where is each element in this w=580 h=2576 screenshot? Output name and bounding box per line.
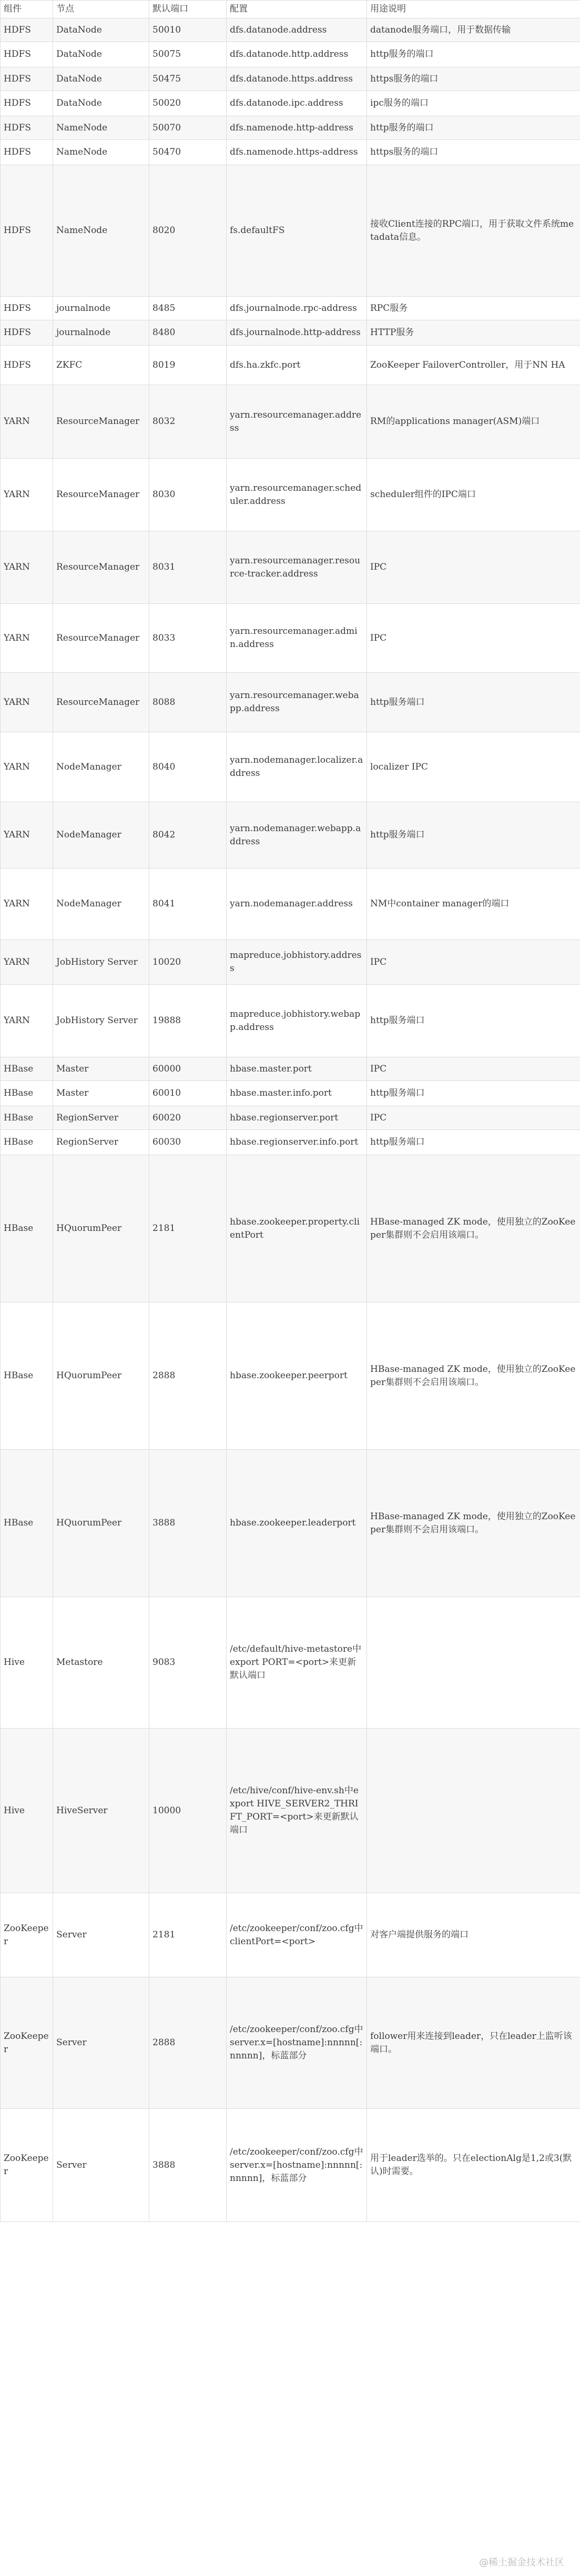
cell-node: DataNode — [53, 67, 149, 91]
cell-node: HiveServer — [53, 1729, 149, 1893]
cell-description: http服务的端口 — [367, 116, 580, 140]
cell-component: YARN — [1, 604, 53, 673]
cell-node: ResourceManager — [53, 459, 149, 531]
cell-component: HDFS — [1, 42, 53, 67]
table-row — [1, 1302, 580, 1450]
cell-description: localizer IPC — [367, 732, 580, 802]
cell-description: http服务的端口 — [367, 42, 580, 67]
table-row — [1, 1057, 580, 1081]
cell-description: HTTP服务 — [367, 320, 580, 346]
cell-node: HQuorumPeer — [53, 1450, 149, 1597]
cell-description — [367, 1597, 580, 1729]
table-row — [1, 67, 580, 91]
cell-description: http服务端口 — [367, 1130, 580, 1155]
cell-config: mapreduce.jobhistory.address — [227, 940, 367, 985]
cell-config: dfs.journalnode.rpc-address — [227, 297, 367, 320]
cell-config: yarn.resourcemanager.scheduler.address — [227, 459, 367, 531]
cell-component: HDFS — [1, 116, 53, 140]
cell-config: dfs.namenode.http-address — [227, 116, 367, 140]
cell-description: RPC服务 — [367, 297, 580, 320]
cell-node: DataNode — [53, 42, 149, 67]
cell-port: 8019 — [149, 346, 227, 385]
cell-node: RegionServer — [53, 1130, 149, 1155]
cell-component: HBase — [1, 1081, 53, 1106]
cell-node: ZKFC — [53, 346, 149, 385]
cell-config: /etc/zookeeper/conf/zoo.cfg中server.x=[hostname]:nnnnn[:nnnnn]，标蓝部分 — [227, 2109, 367, 2222]
cell-config: yarn.nodemanager.webapp.address — [227, 802, 367, 868]
cell-port: 2888 — [149, 1302, 227, 1450]
watermark: @稀土掘金技术社区 — [479, 2557, 564, 2568]
cell-port: 8042 — [149, 802, 227, 868]
cell-node: Server — [53, 1977, 149, 2109]
cell-port: 8040 — [149, 732, 227, 802]
cell-description: http服务端口 — [367, 985, 580, 1057]
cell-port: 2181 — [149, 1155, 227, 1302]
cell-port: 60010 — [149, 1081, 227, 1106]
table-row — [1, 1155, 580, 1302]
cell-config: yarn.resourcemanager.address — [227, 385, 367, 459]
table-row — [1, 116, 580, 140]
cell-description: datanode服务端口，用于数据传输 — [367, 18, 580, 42]
cell-config: /etc/zookeeper/conf/zoo.cfg中clientPort=<port> — [227, 1893, 367, 1977]
cell-config: hbase.master.port — [227, 1057, 367, 1081]
cell-node: NodeManager — [53, 732, 149, 802]
cell-component: ZooKeeper — [1, 1977, 53, 2109]
cell-component: HBase — [1, 1130, 53, 1155]
cell-config: hbase.zookeeper.property.clientPort — [227, 1155, 367, 1302]
cell-component: YARN — [1, 385, 53, 459]
table-row — [1, 140, 580, 165]
cell-port: 50010 — [149, 18, 227, 42]
cell-port: 8020 — [149, 165, 227, 297]
table-row — [1, 673, 580, 732]
cell-port: 60020 — [149, 1106, 227, 1130]
cell-component: HDFS — [1, 140, 53, 165]
cell-description: follower用来连接到leader，只在leader上监听该端口。 — [367, 1977, 580, 2109]
table-row — [1, 459, 580, 531]
table-row — [1, 802, 580, 868]
cell-description: http服务端口 — [367, 673, 580, 732]
cell-description: IPC — [367, 940, 580, 985]
cell-description: 对客户端提供服务的端口 — [367, 1893, 580, 1977]
cell-port: 8032 — [149, 385, 227, 459]
cell-port: 3888 — [149, 2109, 227, 2222]
cell-description: IPC — [367, 1106, 580, 1130]
cell-port: 3888 — [149, 1450, 227, 1597]
cell-node: HQuorumPeer — [53, 1155, 149, 1302]
cell-config: mapreduce.jobhistory.webapp.address — [227, 985, 367, 1057]
cell-component: YARN — [1, 868, 53, 940]
cell-node: NodeManager — [53, 868, 149, 940]
cell-component: HBase — [1, 1106, 53, 1130]
cell-node: NodeManager — [53, 802, 149, 868]
cell-node: Metastore — [53, 1597, 149, 1729]
cell-component: ZooKeeper — [1, 1893, 53, 1977]
table-row — [1, 1893, 580, 1977]
cell-port: 8031 — [149, 531, 227, 604]
cell-node: journalnode — [53, 297, 149, 320]
cell-component: HDFS — [1, 18, 53, 42]
cell-component: ZooKeeper — [1, 2109, 53, 2222]
cell-node: HQuorumPeer — [53, 1302, 149, 1450]
table-row — [1, 1597, 580, 1729]
cell-node: Master — [53, 1057, 149, 1081]
cell-config: dfs.datanode.https.address — [227, 67, 367, 91]
cell-config: yarn.resourcemanager.webapp.address — [227, 673, 367, 732]
table-row — [1, 42, 580, 67]
cell-port: 60000 — [149, 1057, 227, 1081]
cell-component: YARN — [1, 940, 53, 985]
cell-port: 8033 — [149, 604, 227, 673]
cell-config: dfs.ha.zkfc.port — [227, 346, 367, 385]
cell-description: HBase-managed ZK mode，使用独立的ZooKeeper集群则不会启用该端口。 — [367, 1155, 580, 1302]
cell-description: http服务端口 — [367, 802, 580, 868]
cell-port: 60030 — [149, 1130, 227, 1155]
cell-description: https服务的端口 — [367, 67, 580, 91]
cell-config: fs.defaultFS — [227, 165, 367, 297]
cell-component: HDFS — [1, 165, 53, 297]
cell-config: dfs.datanode.http.address — [227, 42, 367, 67]
cell-description: IPC — [367, 531, 580, 604]
cell-component: YARN — [1, 985, 53, 1057]
cell-description: https服务的端口 — [367, 140, 580, 165]
cell-config: dfs.datanode.address — [227, 18, 367, 42]
table-row — [1, 320, 580, 346]
cell-description: ZooKeeper FailoverController，用于NN HA — [367, 346, 580, 385]
cell-description: NM中container manager的端口 — [367, 868, 580, 940]
cell-component: HDFS — [1, 346, 53, 385]
cell-component: YARN — [1, 459, 53, 531]
cell-port: 50020 — [149, 91, 227, 116]
cell-node: journalnode — [53, 320, 149, 346]
cell-port: 8480 — [149, 320, 227, 346]
cell-config: /etc/zookeeper/conf/zoo.cfg中server.x=[hostname]:nnnnn[:nnnnn]，标蓝部分 — [227, 1977, 367, 2109]
cell-config: dfs.datanode.ipc.address — [227, 91, 367, 116]
cell-node: NameNode — [53, 116, 149, 140]
cell-node: Master — [53, 1081, 149, 1106]
cell-config: yarn.resourcemanager.resource-tracker.address — [227, 531, 367, 604]
header-config: 配置 — [227, 1, 367, 18]
cell-description: IPC — [367, 1057, 580, 1081]
cell-component: YARN — [1, 531, 53, 604]
cell-port: 50470 — [149, 140, 227, 165]
table-row — [1, 2109, 580, 2222]
cell-node: NameNode — [53, 165, 149, 297]
cell-node: Server — [53, 1893, 149, 1977]
table-row — [1, 165, 580, 297]
table-row — [1, 385, 580, 459]
table-header — [1, 1, 580, 18]
cell-port: 10020 — [149, 940, 227, 985]
table-body — [1, 18, 580, 2222]
cell-port: 50075 — [149, 42, 227, 67]
cell-component: Hive — [1, 1729, 53, 1893]
header-row — [1, 1, 580, 18]
cell-config: yarn.resourcemanager.admin.address — [227, 604, 367, 673]
cell-config: /etc/hive/conf/hive-env.sh中export HIVE_SERVER2_THRIFT_PORT=<port>来更新默认端口 — [227, 1729, 367, 1893]
table-row — [1, 91, 580, 116]
cell-port: 2181 — [149, 1893, 227, 1977]
cell-component: HBase — [1, 1057, 53, 1081]
cell-component: Hive — [1, 1597, 53, 1729]
cell-component: HBase — [1, 1155, 53, 1302]
cell-node: ResourceManager — [53, 385, 149, 459]
table-row — [1, 1729, 580, 1893]
cell-node: JobHistory Server — [53, 940, 149, 985]
cell-description: 用于leader选举的。只在electionAlg是1,2或3(默认)时需要。 — [367, 2109, 580, 2222]
cell-config: hbase.regionserver.info.port — [227, 1130, 367, 1155]
table-row — [1, 604, 580, 673]
cell-port: 9083 — [149, 1597, 227, 1729]
cell-component: HDFS — [1, 91, 53, 116]
cell-port: 10000 — [149, 1729, 227, 1893]
cell-component: HBase — [1, 1450, 53, 1597]
table-row — [1, 18, 580, 42]
cell-node: ResourceManager — [53, 604, 149, 673]
header-description: 用途说明 — [367, 1, 580, 18]
cell-description: 接收Client连接的RPC端口，用于获取文件系统metadata信息。 — [367, 165, 580, 297]
table-row — [1, 1081, 580, 1106]
cell-node: NameNode — [53, 140, 149, 165]
table-row — [1, 531, 580, 604]
cell-port: 8030 — [149, 459, 227, 531]
cell-port: 2888 — [149, 1977, 227, 2109]
cell-description: ipc服务的端口 — [367, 91, 580, 116]
cell-node: ResourceManager — [53, 673, 149, 732]
cell-description: http服务端口 — [367, 1081, 580, 1106]
table-row — [1, 940, 580, 985]
table-row — [1, 732, 580, 802]
cell-port: 50475 — [149, 67, 227, 91]
header-default-port: 默认端口 — [149, 1, 227, 18]
cell-port: 50070 — [149, 116, 227, 140]
cell-port: 19888 — [149, 985, 227, 1057]
header-node: 节点 — [53, 1, 149, 18]
cell-description: HBase-managed ZK mode，使用独立的ZooKeeper集群则不会启用该端口。 — [367, 1450, 580, 1597]
table-row — [1, 346, 580, 385]
cell-component: YARN — [1, 732, 53, 802]
cell-description: scheduler组件的IPC端口 — [367, 459, 580, 531]
cell-node: JobHistory Server — [53, 985, 149, 1057]
cell-component: HDFS — [1, 320, 53, 346]
cell-description — [367, 1729, 580, 1893]
header-component: 组件 — [1, 1, 53, 18]
table-row — [1, 297, 580, 320]
cell-config: dfs.journalnode.http-address — [227, 320, 367, 346]
cell-config: hbase.master.info.port — [227, 1081, 367, 1106]
cell-port: 8041 — [149, 868, 227, 940]
cell-config: /etc/default/hive-metastore中export PORT=<port>来更新默认端口 — [227, 1597, 367, 1729]
cell-node: DataNode — [53, 18, 149, 42]
cell-config: hbase.regionserver.port — [227, 1106, 367, 1130]
cell-node: ResourceManager — [53, 531, 149, 604]
cell-description: HBase-managed ZK mode，使用独立的ZooKeeper集群则不会启用该端口。 — [367, 1302, 580, 1450]
cell-node: Server — [53, 2109, 149, 2222]
cell-port: 8088 — [149, 673, 227, 732]
cell-node: RegionServer — [53, 1106, 149, 1130]
table-row — [1, 1450, 580, 1597]
cell-node: DataNode — [53, 91, 149, 116]
table-row — [1, 1130, 580, 1155]
table-row — [1, 985, 580, 1057]
cell-port: 8485 — [149, 297, 227, 320]
cell-description: IPC — [367, 604, 580, 673]
cell-config: yarn.nodemanager.address — [227, 868, 367, 940]
cell-component: HDFS — [1, 297, 53, 320]
cell-config: hbase.zookeeper.leaderport — [227, 1450, 367, 1597]
table-row — [1, 1106, 580, 1130]
cell-description: RM的applications manager(ASM)端口 — [367, 385, 580, 459]
cell-config: hbase.zookeeper.peerport — [227, 1302, 367, 1450]
cell-config: yarn.nodemanager.localizer.address — [227, 732, 367, 802]
cell-component: HBase — [1, 1302, 53, 1450]
cell-component: HDFS — [1, 67, 53, 91]
cell-component: YARN — [1, 673, 53, 732]
cell-component: YARN — [1, 802, 53, 868]
table-row — [1, 868, 580, 940]
table-row — [1, 1977, 580, 2109]
cell-config: dfs.namenode.https-address — [227, 140, 367, 165]
